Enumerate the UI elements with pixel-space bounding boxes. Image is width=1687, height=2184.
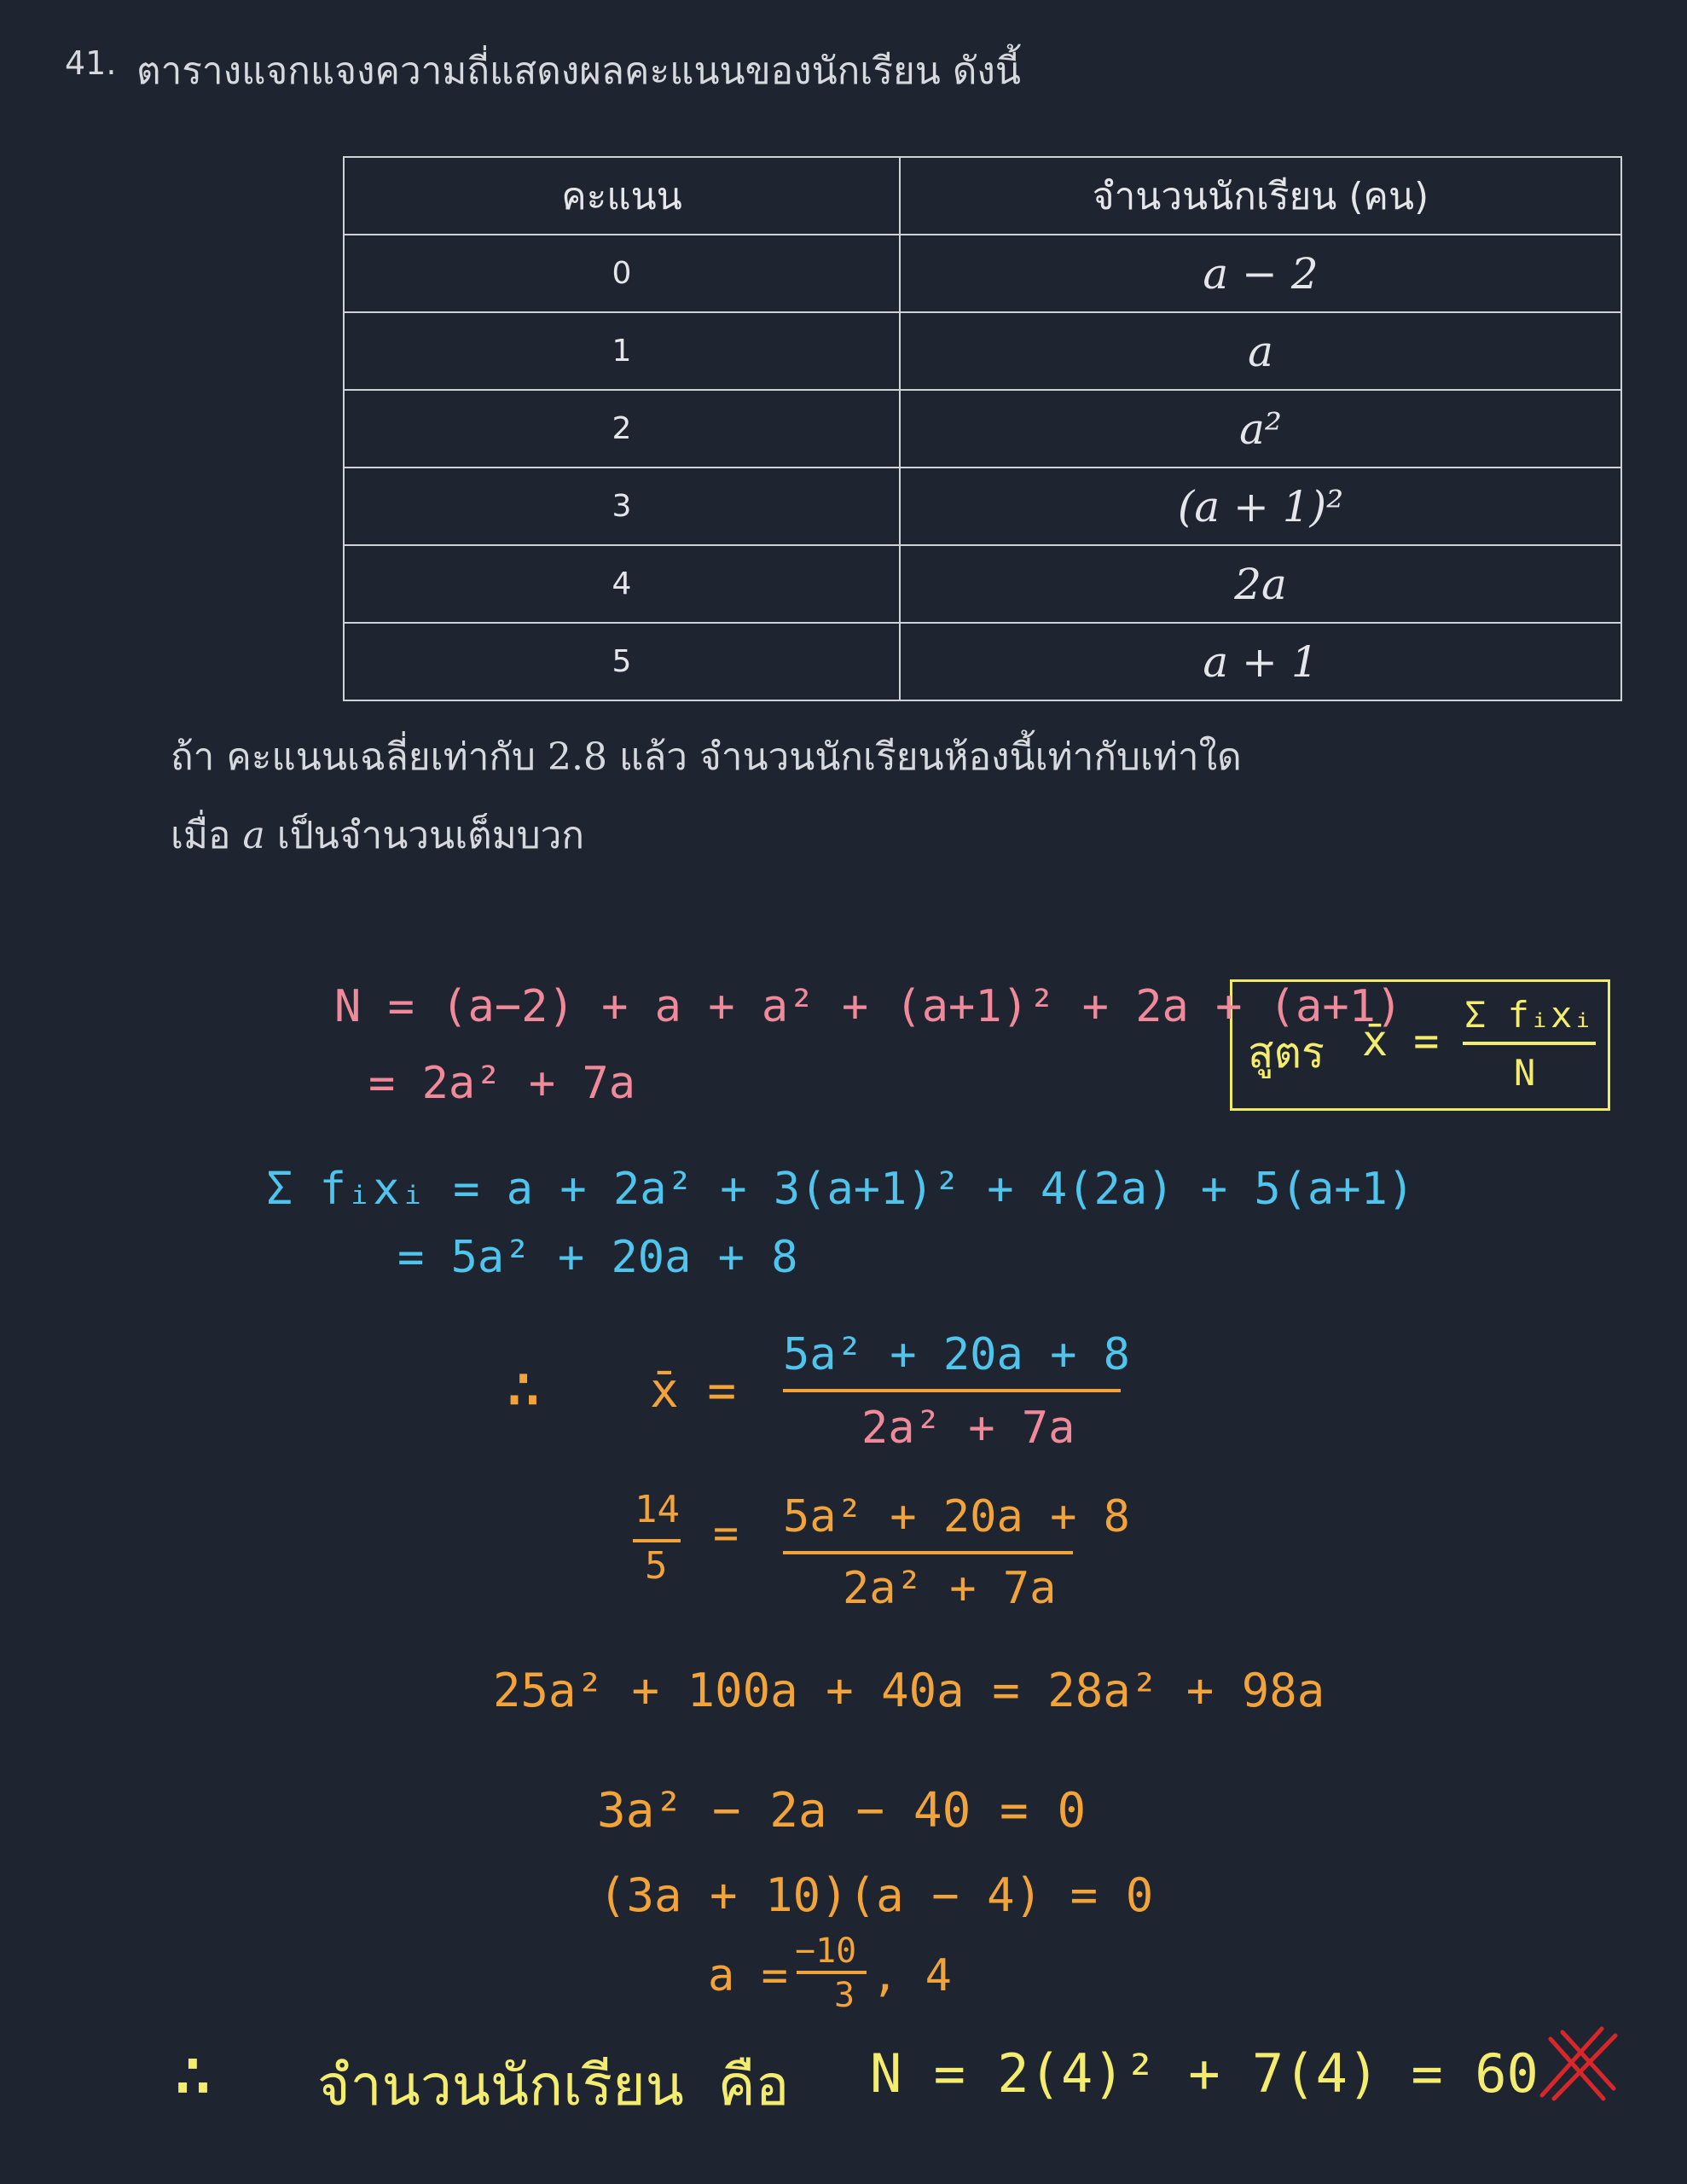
- xbar-lhs: x̄ =: [650, 1363, 737, 1419]
- table-row: [344, 235, 1621, 312]
- formula-label: สูตร: [1248, 1028, 1325, 1077]
- score-cell: 1: [344, 312, 900, 390]
- equation-1: 25a² + 100a + 40a = 28a² + 98a: [493, 1664, 1325, 1717]
- formula-lhs: x̄ =: [1362, 1016, 1440, 1066]
- count-cell: a − 2: [900, 235, 1621, 312]
- answer-expression: N = 2(4)² + 7(4) = 60: [870, 2042, 1539, 2105]
- question-line-2: [171, 805, 584, 865]
- frac2-lhs-denominator: 5: [645, 1544, 668, 1588]
- frac2-bar: [783, 1551, 1073, 1554]
- formula-numerator: Σ fᵢxᵢ: [1464, 994, 1594, 1036]
- score-cell: 5: [344, 623, 900, 700]
- sum-line-1: Σ fᵢxᵢ = a + 2a² + 3(a+1)² + 4(2a) + 5(a+1): [266, 1164, 1415, 1215]
- question-line-1: [171, 727, 1242, 787]
- equation-3: (3a + 10)(a − 4) = 0: [599, 1868, 1154, 1922]
- question-line-2-pre: เมื่อ: [171, 814, 243, 857]
- table-row: [344, 545, 1621, 623]
- question-line-1-pre: ถ้า คะแนนเฉลี่ยเท่ากับ: [171, 735, 548, 779]
- equation-4-denominator: 3: [834, 1976, 855, 2015]
- equation-2: 3a² − 2a − 40 = 0: [597, 1783, 1087, 1838]
- table-header-row: [344, 157, 1621, 235]
- frac2-equals: =: [713, 1508, 739, 1558]
- formula-denominator: N: [1514, 1052, 1536, 1094]
- question-title: ตารางแจกแจงความถี่แสดงผลคะแนนของนักเรียน ดังนี้: [136, 49, 1021, 93]
- table-row: [344, 623, 1621, 700]
- question-line-2-post: เป็นจำนวนเต็มบวก: [264, 814, 584, 857]
- frequency-table: [343, 156, 1622, 701]
- question-number: 41.: [65, 44, 117, 82]
- frac2-denominator: 2a² + 7a: [843, 1563, 1057, 1614]
- score-cell: 3: [344, 468, 900, 545]
- header-score: คะแนน: [344, 157, 900, 235]
- sum-line-2: = 5a² + 20a + 8: [397, 1232, 798, 1283]
- formula-fraction-bar: [1463, 1042, 1596, 1045]
- count-cell: a²: [900, 390, 1621, 468]
- table-row: [344, 468, 1621, 545]
- equation-4-post: , 4: [872, 1950, 952, 2001]
- equation-4-numerator: −10: [795, 1931, 857, 1971]
- question-line-1-post: แล้ว จำนวนนักเรียนห้องนี้เท่ากับเท่าใด: [606, 735, 1242, 779]
- equation-4-bar: [797, 1971, 867, 1974]
- double-x-mark-icon: [1535, 2020, 1620, 2106]
- frac1-denominator: 2a² + 7a: [861, 1403, 1075, 1454]
- count-cell: a: [900, 312, 1621, 390]
- n-line-2: = 2a² + 7a: [368, 1058, 636, 1109]
- table-row: [344, 390, 1621, 468]
- therefore-symbol: ∴: [505, 1351, 542, 1423]
- score-cell: 2: [344, 390, 900, 468]
- count-cell: a + 1: [900, 623, 1621, 700]
- frac2-numerator: 5a² + 20a + 8: [783, 1491, 1130, 1542]
- score-cell: 0: [344, 235, 900, 312]
- frac1-bar: [783, 1389, 1121, 1392]
- count-cell: 2a: [900, 545, 1621, 623]
- mean-value: 2.8: [547, 735, 607, 779]
- frac1-numerator: 5a² + 20a + 8: [783, 1329, 1130, 1380]
- answer-label: จำนวนนักเรียน คือ: [317, 2053, 790, 2118]
- variable-a: a: [242, 814, 265, 857]
- table-row: [344, 312, 1621, 390]
- frac2-lhs-numerator: 14: [635, 1488, 680, 1531]
- frac2-lhs-bar: [633, 1539, 681, 1542]
- equation-4-pre: a =: [708, 1950, 788, 2001]
- score-cell: 4: [344, 545, 900, 623]
- count-cell: (a + 1)²: [900, 468, 1621, 545]
- answer-therefore: ∴: [172, 2034, 214, 2113]
- header-count: จำนวนนักเรียน (คน): [900, 157, 1621, 235]
- n-line-1: N = (a−2) + a + a² + (a+1)² + 2a + (a+1): [334, 981, 1403, 1032]
